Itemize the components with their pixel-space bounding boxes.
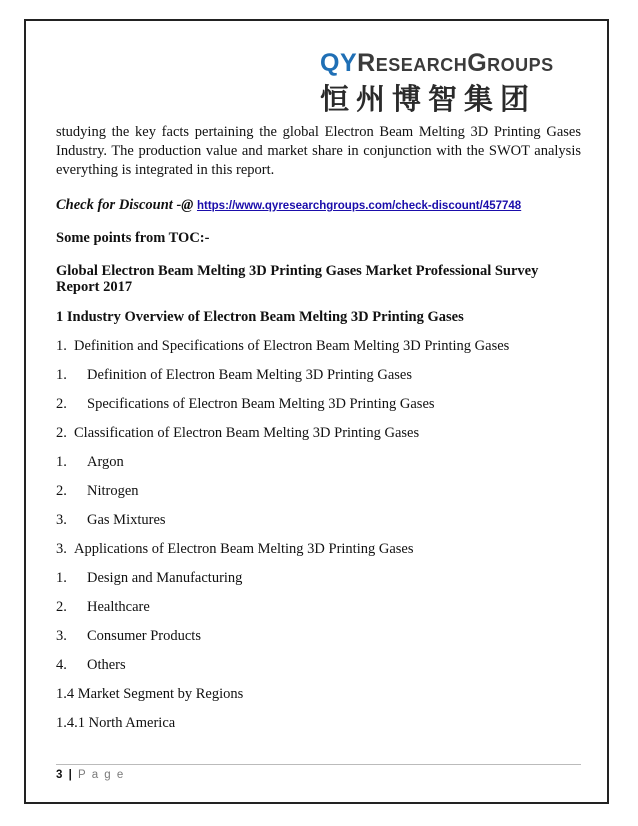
toc-item-number: 4. [56,657,67,673]
page-word: P a g e [78,769,125,781]
toc-item [56,366,412,384]
toc-item-text: Others [87,657,126,673]
toc-item-number: 2. [56,396,67,412]
footer-separator: | [68,769,74,781]
toc-item-text: Gas Mixtures [87,512,166,528]
toc-item-number: 2. [56,483,67,499]
toc-item-number: 2. [56,599,67,615]
section-1-4-1: 1.4.1 North America [56,715,176,731]
page-footer [56,769,125,781]
logo-chinese-name: 恒州博智集团 [320,82,537,116]
toc-item-number: 3. [56,541,67,557]
toc-item [56,424,419,442]
toc-item-text: Healthcare [87,599,150,615]
discount-link[interactable]: https://www.qyresearchgroups.com/check-discount/457748 [196,200,522,212]
toc-item-text: Nitrogen [87,483,139,499]
toc-item-text: Classification of Electron Beam Melting 3D Printing Gases [74,425,420,441]
toc-item [56,627,201,645]
discount-label: Check for Discount -@ [56,197,194,213]
toc-item-number: 2. [56,425,67,441]
toc-item [56,395,435,413]
toc-item-number: 1. [56,367,67,383]
toc-item-number: 1. [56,570,67,586]
section-1-4: 1.4 Market Segment by Regions [56,686,244,702]
intro-paragraph: studying the key facts pertaining the global Electron Beam Melting 3D Printing Gases Industry. The production value and market share in conjunction with the SWOT analysis everything is integrated in this report. [56,124,581,178]
toc-item-text: Specifications of Electron Beam Melting 3D Printing Gases [87,396,435,412]
company-logo [320,48,592,116]
toc-item-number: 3. [56,512,67,528]
toc-item [56,656,126,674]
toc-item-text: Design and Manufacturing [87,570,243,586]
section-1-heading: 1 Industry Overview of Electron Beam Melting 3D Printing Gases [56,309,464,325]
toc-item-text: Argon [87,454,124,470]
toc-item-number: 3. [56,628,67,644]
toc-item [56,453,124,471]
logo-wordmark: QYRESEARCHGROUPS [320,49,554,77]
toc-item-number: 1. [56,338,67,354]
page-content [56,123,581,731]
toc-item [56,540,413,558]
report-title-line2: Report 2017 [56,279,133,295]
toc-item-text: Consumer Products [87,628,201,644]
page-number: 3 [56,769,64,781]
toc-item-text: Definition and Specifications of Electron Beam Melting 3D Printing Gases [74,338,510,354]
footer-rule [56,764,581,765]
toc-heading: Some points from TOC:- [56,230,210,246]
discount-line [56,196,521,215]
toc-item-number: 1. [56,454,67,470]
toc-item-text: Applications of Electron Beam Melting 3D Printing Gases [74,541,414,557]
toc-item [56,511,166,529]
toc-item [56,482,139,500]
toc-item [56,569,242,587]
toc-item [56,598,150,616]
report-title-line1: Global Electron Beam Melting 3D Printing Gases Market Professional Survey [56,263,539,279]
toc-item-text: Definition of Electron Beam Melting 3D Printing Gases [87,367,412,383]
toc-item [56,337,509,355]
